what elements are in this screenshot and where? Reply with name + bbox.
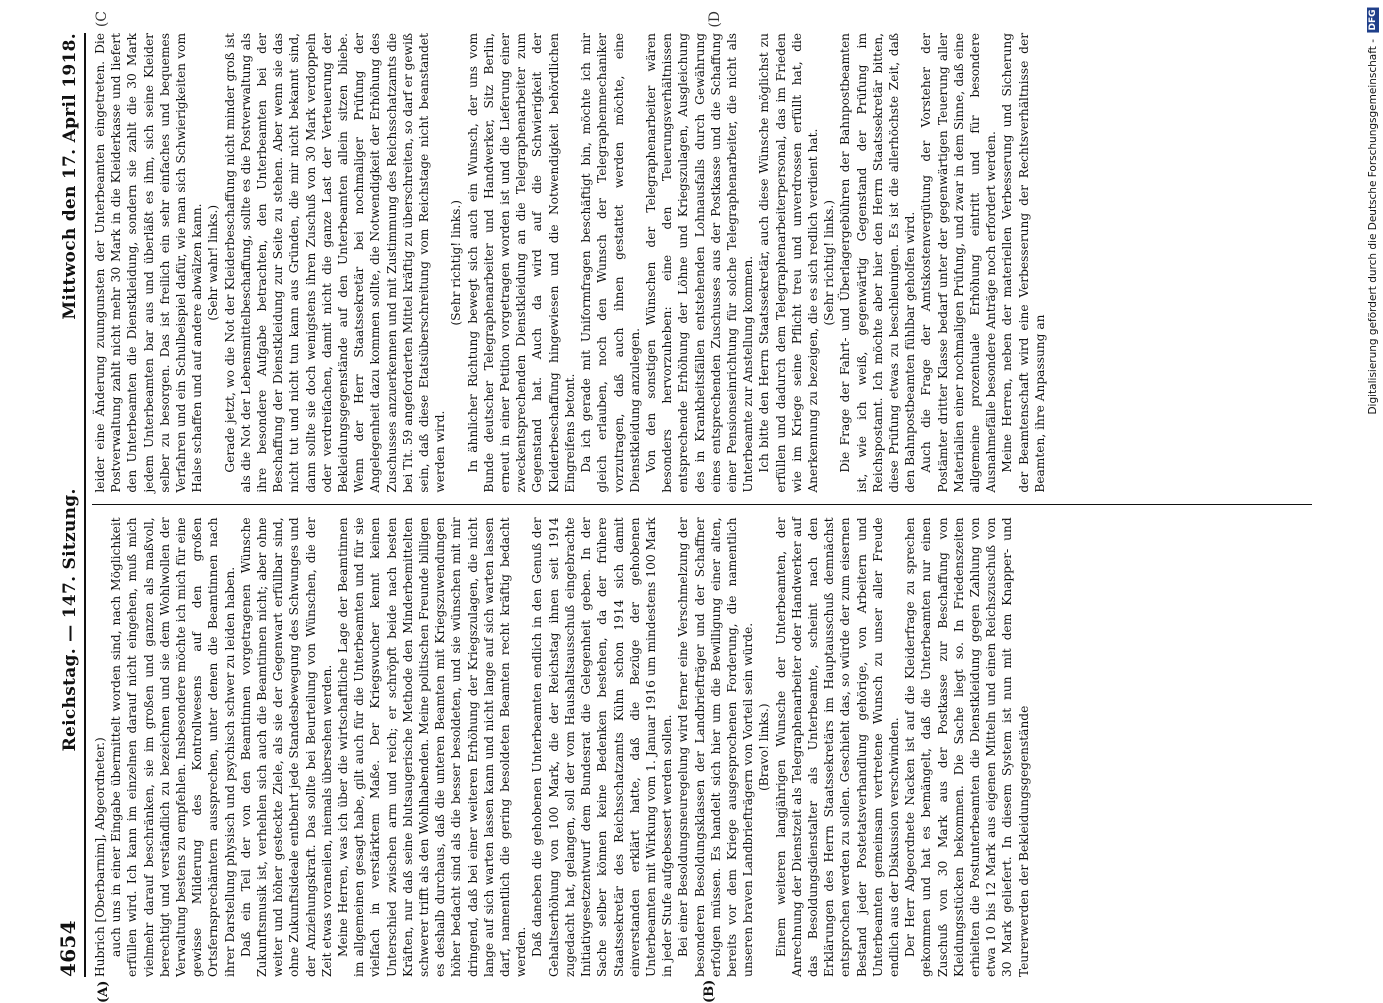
- session-date: Mittwoch den 17. April 1918.: [60, 33, 80, 320]
- credit-text: Digitalisierung gefördert durch die Deutsche Forschungsgemeinschaft -: [1367, 39, 1379, 415]
- paragraph: leider eine Änderung zuungunsten der Unterbeamten eingetreten. Die Postverwaltung zahlt nicht mehr 30 Mark in die Kleiderkasse und liefert den Unterbeamten die Dienstkleidung, sondern sie zahlt die 30 Mark jedem Unterbeamten bar aus und überläßt es ihm, sich seine Kleider selber zu besorgen. Das ist freilich ein sehr einfaches und bequemes Verfahren und ein Schulbeispiel dafür, wie man sich Schwierigkeiten vom Halse schaffen und auf andere abwälzen kann.: [93, 32, 205, 493]
- right-column: [92, 10, 1312, 493]
- margin-marker-c: (C: [94, 10, 110, 28]
- paragraph: Von den sonstigen Wünschen der Telegraphenarbeiter wären besonders hervorzuheben: eine den Teuerungsverhältnissen entsprechende Erhöhung der Löhne und Kriegszulagen, Ausgleichung des in Krankheitsfällen entstehenden Lohnausfalls durch Gewährung eines entsprechenden Zuschusses aus der Postkasse und die Schaffung einer Pensionseinrichtung für solche Telegraphenarbeiter, die nicht als Unterbeamte zur Anstellung kommen.: [643, 32, 756, 493]
- paragraph: Der Herr Abgeordnete Nacken ist auf die Kleiderfrage zu sprechen gekommen und hat es bemängelt, daß die Unterbeamten nur einen Zuschuß von 30 Mark aus der Postkasse zur Beschaffung von Kleidungsstücken bekommen. Die Sache liegt so. In Friedenszeiten erhielten die Postunterbeamten die Dienstkleidung gegen Zahlung von etwa 10 bis 12 Mark aus eigenen Mitteln und einen Reichszuschuß von 30 Mark geliefert. In diesem System ist nun mit dem Knapper- und Teurerwerden der Bekleidungsgegenstände: [903, 517, 1031, 977]
- paragraph: auch uns in einer Eingabe übermittelt worden sind, nach Möglichkeit erfüllen wird. Ich kann im einzelnen darauf nicht eingehen, muß mich vielmehr darauf beschränken, sie im großen und ganzen als maßvoll, berechtigt und verständlich zu bezeichnen und sie dem Wohlwollen der Verwaltung bestens zu empfehlen. Insbesondere möchte ich mich für eine gewisse Milderung des Kontrollwesens auf den großen Ortsfernsprechämtern aussprechen, unter denen die Beamtinnen nach ihrer Darstellung physisch und psychisch schwer zu leiden haben.: [109, 517, 237, 977]
- page-number: 4654: [56, 920, 80, 977]
- margin-marker-b: (B): [702, 979, 717, 1003]
- paragraph: Daß ein Teil der von den Beamtinnen vorgetragenen Wünsche Zukunftsmusik ist, verhehlen sich auch die Beamtinnen nicht; aber ohne weiter und höher gesteckte Ziele, als sie der Gegenwart erfüllbar sind, ohne Zukunftsideale entbehrt jede Standesbewegung des Schwunges und der Anziehungskraft. Das sollte bei Beurteilung von Wünschen, die der Zeit etwas voraneilen, niemals übersehen werden.: [238, 517, 334, 977]
- paragraph: Bei einer Besoldungsneuregelung wird ferner eine Verschmelzung der besonderen Besoldungsklassen der Landbriefträger und der Schaffner erfolgen müssen. Es handelt sich hier um die Bewilligung einer alten, bereits vor dem Kriege ausgesprochenen Forderung, die namentlich unseren braven Landbriefträgern von Vorteil sein würde.: [676, 517, 756, 977]
- text-columns: [92, 10, 1312, 1003]
- interjection: (Sehr wahr! links.): [206, 204, 221, 321]
- interjection: (Bravo! links.): [757, 703, 772, 792]
- paragraph: Auch die Frage der Amtskostenvergütung der Vorsteher der Postämter dritter Klasse bedarf unter der gegenwärtigen Teuerung aller Materialien einer nochmaligen Prüfung, und zwar in dem Sinne, daß eine allgemeine prozentuale Erhöhung eintritt und für besondere Ausnahmefälle besondere Anträge noch erfordert werden.: [919, 32, 999, 493]
- paragraph: Da ich gerade mit Uniformfragen beschäftigt bin, möchte ich mir gleich erlauben, noch den Wunsch der Telegraphenmechaniker vorzutragen, daß auch ihnen gestattet werden möchte, eine Dienstkleidung anzulegen.: [579, 32, 642, 493]
- interjection: (Sehr richtig! links.): [449, 200, 464, 326]
- paragraph: In ähnlicher Richtung bewegt sich auch ein Wunsch, der uns vom Bunde deutscher Telegraphenarbeiter und Handwerker, Sitz Berlin, erneut in einer Petition vorgetragen worden ist und die Lieferung einer zweckentsprechenden Dienstkleidung an die Telegraphenarbeiter zum Gegenstand hat. Auch da wird auf die Schwierigkeit der Kleiderbeschaffung hingewiesen und die Notwendigkeit behördlichen Eingreifens betont.: [465, 32, 577, 493]
- dfg-logo: DFG: [1368, 10, 1378, 32]
- paragraph: Gerade jetzt, wo die Not der Kleiderbeschaffung nicht minder groß ist als die Not der Lebensmittelbeschaffung, sollte es die Postverwaltung als ihre besondere Aufgabe betrachten, den Unterbeamten bei der Beschaffung der Dienstkleidung zur Seite zu stehen. Aber wenn sie das nicht tut und nicht tun kann aus Gründen, die mir nicht bekannt sind, dann sollte sie doch wenigstens ihren Zuschuß von 30 Mark verdoppeln oder verdreifachen, damit nicht die ganze Last der Verteuerung der Bekleidungsgegenstände auf den Unterbeamten allein sitzen bliebe. Wenn der Herr Staatssekretär bei nochmaliger Prüfung der Angelegenheit dazu kommen sollte, die Notwendigkeit der Erhöhung des Zuschusses anzuerkennen und mit Zustimmung des Reichsschatzamts die bei Tit. 59 angeforderten Mittel kräftig zu überschreiten, so darf er gewiß sein, daß diese Etatsüberschreitung vom Reichstage nicht beanstandet werden wird.: [222, 32, 448, 493]
- paragraph: Einem weiteren langjährigen Wunsche der Unterbeamten, der Anrechnung der Dienstzeit als Telegraphenarbeiter oder Handwerker auf das Besoldungsdienstalter als Unterbeamte, scheint nach den Erklärungen des Herrn Staatssekretärs im Hauptausschuß demnächst entsprochen werden zu sollen. Geschieht das, so würde der zum eisernen Bestand jeder Postetatsverhandlung gehörige, von Arbeitern und Unterbeamten gemeinsam vertretene Wunsch zu unser aller Freude endlich aus der Diskussion verschwinden.: [773, 517, 901, 977]
- page-header: [56, 33, 86, 977]
- paragraph: Meine Herren, neben der materiellen Verbesserung und Sicherung der Beamtenschaft wird eine Verbesserung der Rechtsverhältnisse der Beamten, ihre Anpassung an: [1000, 32, 1047, 493]
- paragraph: Ich bitte den Herrn Staatssekretär, auch diese Wünsche möglichst zu erfüllen und dadurch dem Telegraphenarbeiterpersonal, das im Frieden wie im Kriege seine Pflicht treu und unverdrossen erfüllt hat, die Anerkennung zu bezeigen, die es sich redlich verdient hat.: [757, 32, 820, 493]
- session-title: Reichstag. — 147. Sitzung.: [60, 488, 80, 752]
- digitization-credit: [1367, 8, 1379, 415]
- document-page: [50, 10, 1350, 1003]
- paragraph: Meine Herren, was ich über die wirtschaftliche Lage der Beamtinnen im allgemeinen gesagt habe, gilt auch für die Unterbeamten und für sie vielfach in verstärktem Maße. Der Kriegswucher kennt keinen Unterschied zwischen arm und reich; er schröpft beide nach besten Kräften, nur daß seine blutsaugerische Methode den Minderbemittelten schwerer trifft als den Wohlhabenden. Meine politischen Freunde billigen es deshalb durchaus, daß die unteren Beamten mit Kriegszuwendungen höher bedacht sind als die besser besoldeten, und sie wünschen mit mir dringend, daß bei einer weiteren Erhöhung der Kriegszulagen, die nicht lange auf sich warten lassen kann und nicht lange auf sich warten lassen darf, namentlich die gering besoldeten Beamten recht kräftig bedacht werden.: [336, 517, 529, 977]
- paragraph: Daß daneben die gehobenen Unterbeamten endlich in den Genuß der Gehaltserhöhung von 100 Mark, die der Reichstag ihnen seit 1914 zugedacht hat, gelangen, soll der vom Haushaltsausschuß eingebrachte Initiativgesetzentwurf dem Bundesrat die Gelegenheit geben. In der Sache selber können keine Bedenken bestehen, da der frühere Staatssekretär des Reichsschatzamts Kühn schon 1914 sich damit einverstanden erklärt hatte, daß die Bezüge der gehobenen Unterbeamten mit Wirkung vom 1. Januar 1916 um mindestens 100 Mark in jeder Stufe aufgebessert werden sollen.: [530, 517, 675, 977]
- column-divider: [92, 505, 1312, 506]
- paragraph: Die Frage der Fahrt- und Überlagergebühren der Bahnpostbeamten ist, wie ich weiß, gegenwärtig Gegenstand der Prüfung im Reichspostamt. Ich möchte aber hier den Herrn Staatssekretär bitten, diese Prüfung etwas zu beschleunigen. Es ist die allerhöchste Zeit, daß den Bahnpostbeamten fühlbar geholfen wird.: [838, 32, 918, 493]
- left-column: [92, 517, 1312, 977]
- margin-marker-d: (D: [707, 10, 723, 28]
- speaker-line: Hubrich [Oberbarnim], Abgeordneter.): [93, 737, 107, 977]
- interjection: (Sehr richtig! links.): [822, 200, 837, 326]
- margin-marker-a: (A): [96, 980, 111, 1003]
